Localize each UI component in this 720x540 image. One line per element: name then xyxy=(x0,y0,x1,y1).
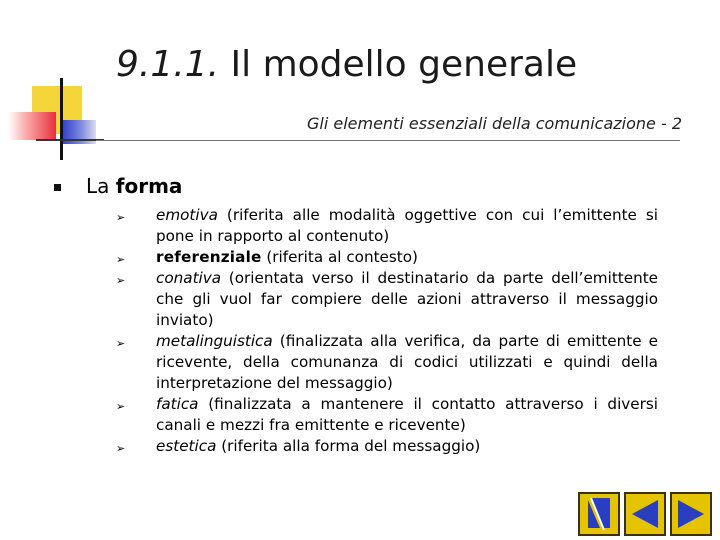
item-term: referenziale xyxy=(156,248,262,266)
arrow-bullet-icon: ➢ xyxy=(116,274,126,287)
slide-title-number: 9.1.1. xyxy=(116,44,220,85)
item-desc: (finalizzata a mantenere il contatto attraverso i diversi canali e mezzi fra emittente e ricevente) xyxy=(156,395,658,434)
logo-vertical-line xyxy=(60,78,63,160)
item-desc: (finalizzata alla verifica, da parte di emittente e ricevente, della comunanza di codici utilizzati e quindi della interpretazione del messaggio) xyxy=(156,332,658,392)
previous-slide-button[interactable] xyxy=(624,492,666,536)
item-term: conativa xyxy=(156,269,222,287)
slide-subtitle: Gli elementi essenziali della comunicazione - 2 xyxy=(306,114,682,133)
list-item xyxy=(118,394,658,436)
item-desc: (riferita alla forma del messaggio) xyxy=(216,437,481,455)
square-bullet-icon xyxy=(54,184,61,191)
triangle-right-icon xyxy=(672,494,710,534)
title-rule xyxy=(96,140,680,141)
arrow-bullet-icon: ➢ xyxy=(116,337,126,350)
list-item xyxy=(118,331,658,394)
home-button[interactable] xyxy=(578,492,620,536)
home-slide-icon xyxy=(580,494,618,534)
arrow-bullet-icon: ➢ xyxy=(116,400,126,413)
slide-title-text: Il modello generale xyxy=(230,44,578,85)
logo-horizontal-line xyxy=(36,139,104,141)
arrow-bullet-icon: ➢ xyxy=(116,442,126,455)
logo-red-block xyxy=(8,112,56,140)
item-desc: (orientata verso il destinatario da parte dell’emittente che gli vuol far compiere delle azioni attraverso il messaggio inviato) xyxy=(156,269,658,329)
item-desc: (riferita alle modalità oggettive con cui l’emittente si pone in rapporto al contenuto) xyxy=(156,206,658,245)
list-item xyxy=(118,247,658,268)
next-slide-button[interactable] xyxy=(670,492,712,536)
heading-prefix: La xyxy=(86,174,116,198)
heading-bold: forma xyxy=(115,174,183,198)
item-term: emotiva xyxy=(156,206,218,224)
list-item xyxy=(118,205,658,247)
section-heading xyxy=(86,174,182,198)
function-list xyxy=(118,205,658,457)
item-term: fatica xyxy=(156,395,199,413)
arrow-bullet-icon: ➢ xyxy=(116,211,126,224)
item-desc: (riferita al contesto) xyxy=(261,248,418,266)
triangle-left-icon xyxy=(626,494,664,534)
arrow-bullet-icon: ➢ xyxy=(116,253,126,266)
list-item xyxy=(118,436,658,457)
slide-title xyxy=(116,44,577,85)
item-term: estetica xyxy=(156,437,217,455)
item-term: metalinguistica xyxy=(156,332,273,350)
list-item xyxy=(118,268,658,331)
